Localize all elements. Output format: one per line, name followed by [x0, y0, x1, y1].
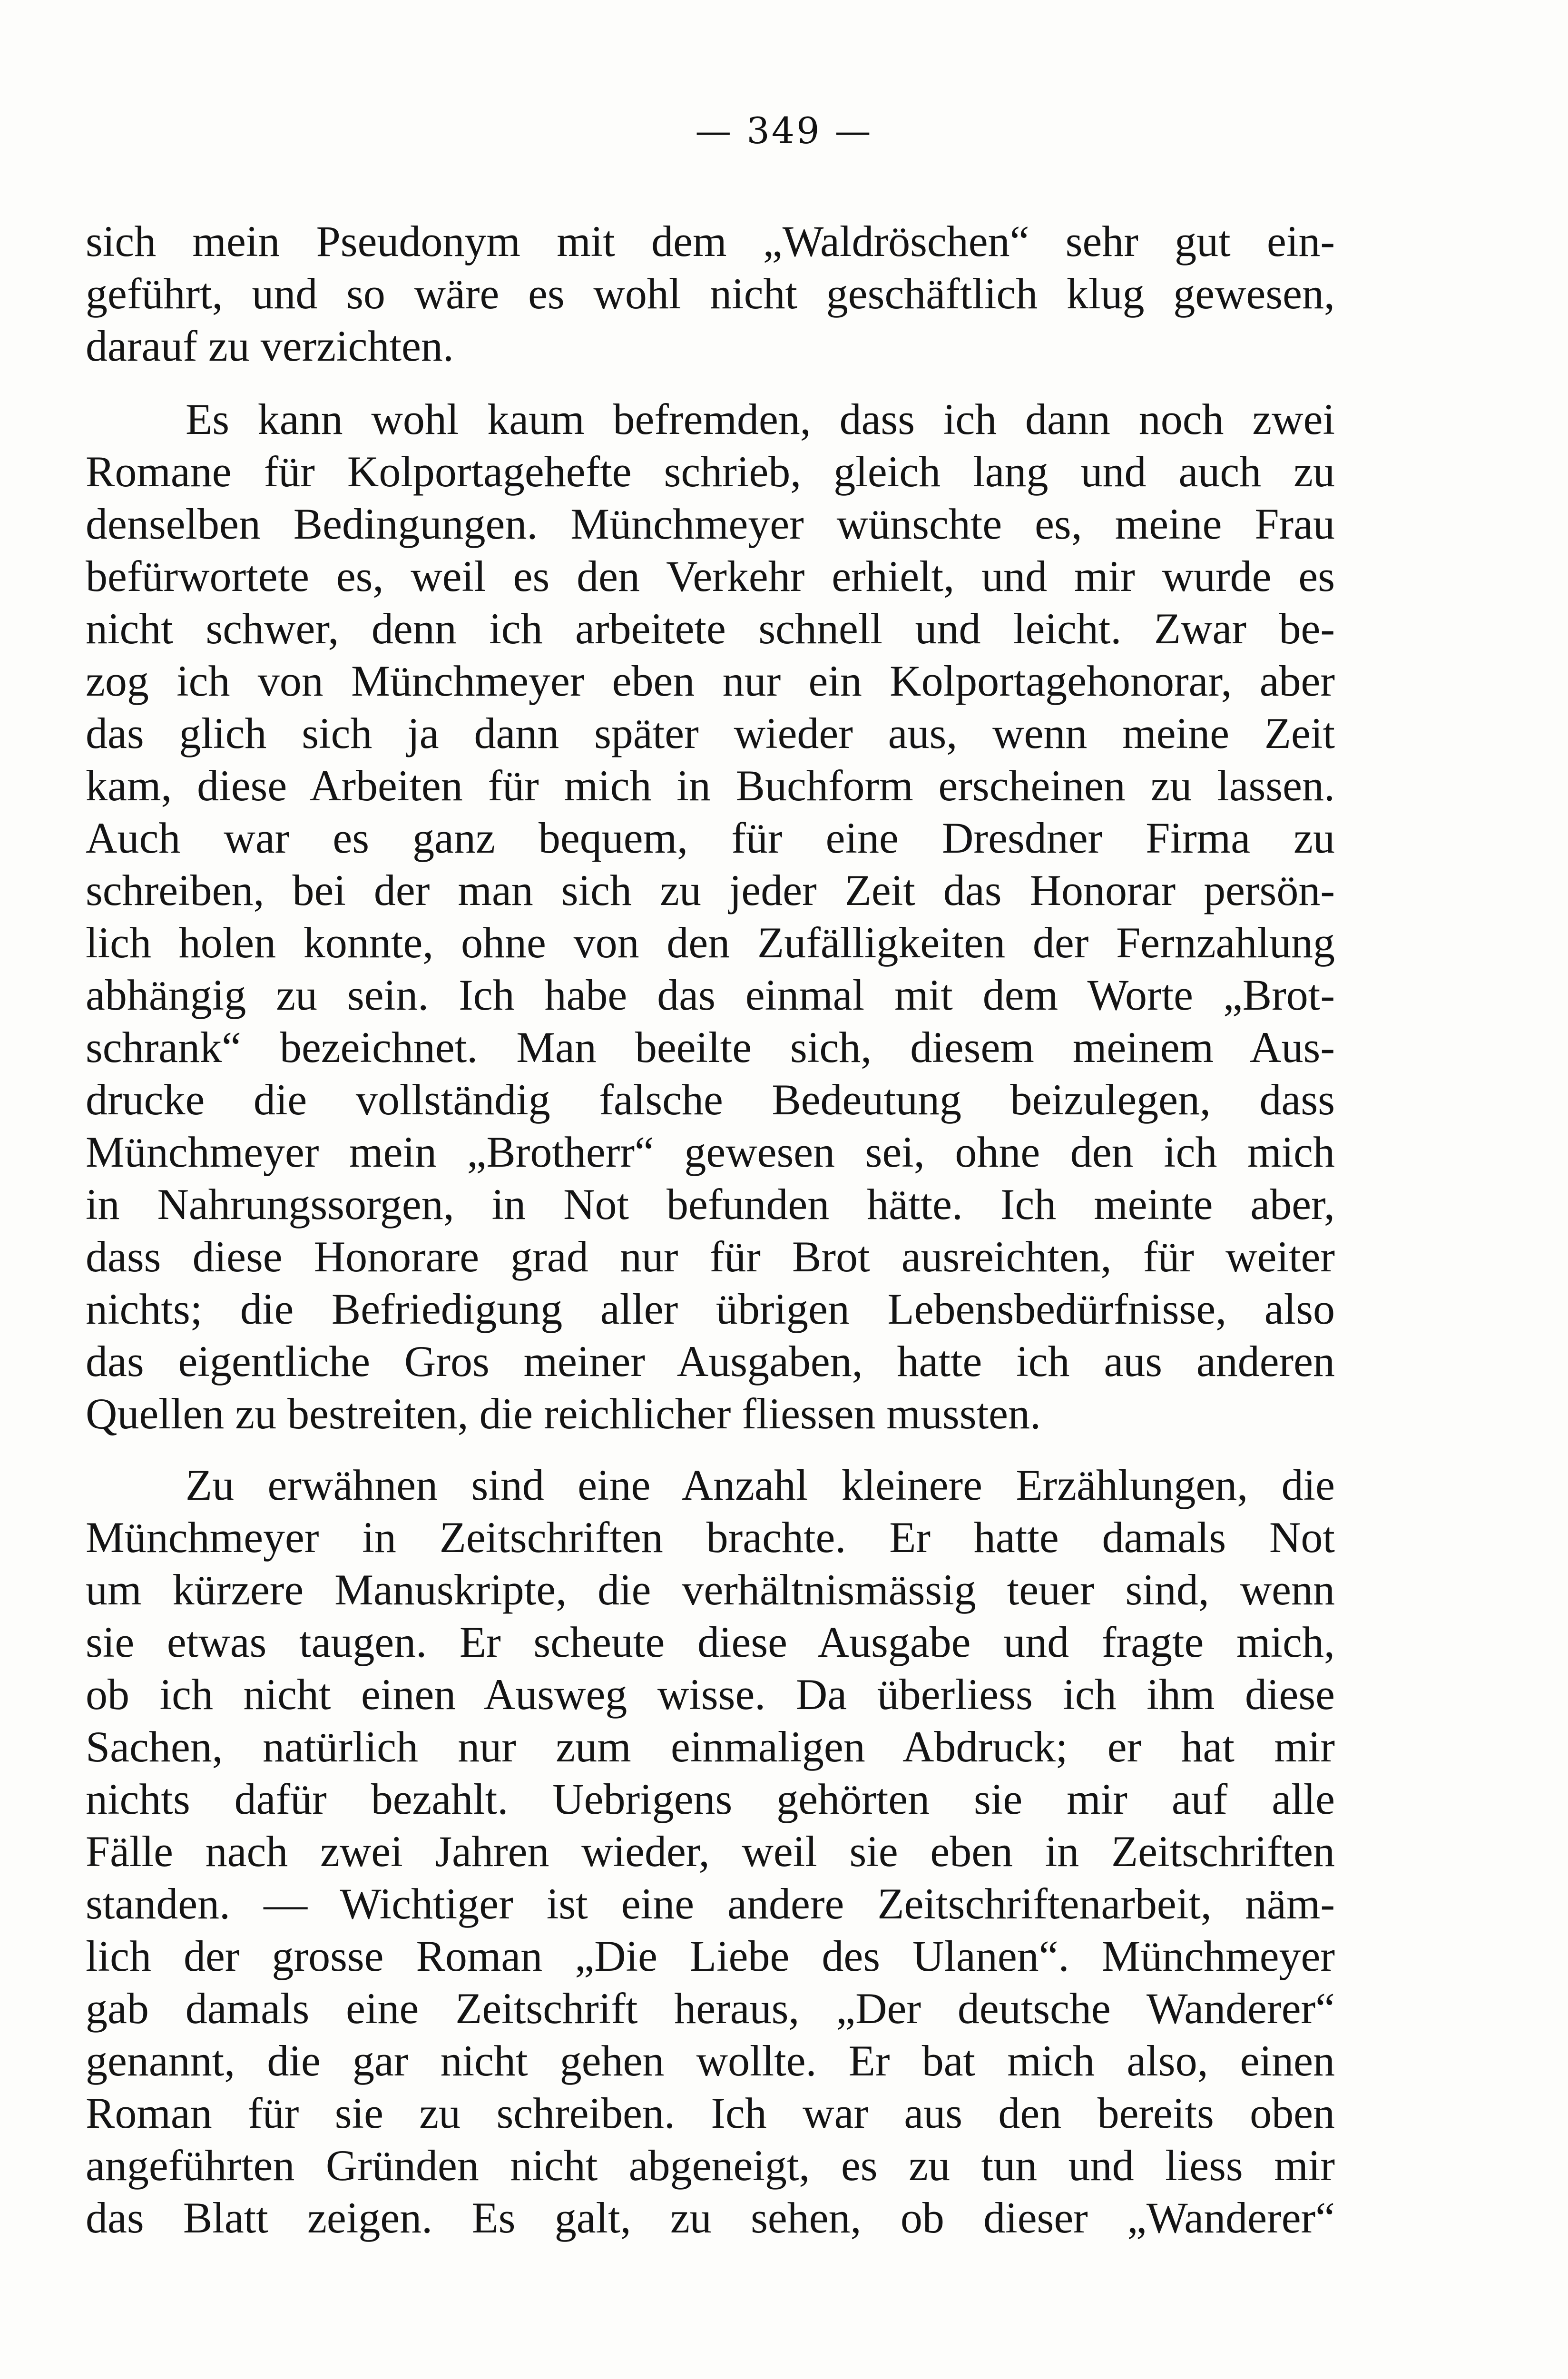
text-line: dass diese Honorare grad nur für Brot ausreichten, für weiter — [86, 1232, 1335, 1281]
paragraph-3 — [86, 1459, 1335, 2244]
paragraph-1 — [86, 215, 1335, 372]
text-line: ob ich nicht einen Ausweg wisse. Da überliess ich ihm diese — [86, 1670, 1335, 1719]
text-line: zog ich von Münchmeyer eben nur ein Kolportagehonorar, aber — [86, 657, 1335, 705]
paragraph-2 — [86, 393, 1335, 1440]
text-line: nichts; die Befriedigung aller übrigen Lebensbedürfnisse, also — [86, 1285, 1335, 1333]
text-line: nichts dafür bezahlt. Uebrigens gehörten sie mir auf alle — [86, 1775, 1335, 1823]
text-line: Sachen, natürlich nur zum einmaligen Abdruck; er hat mir — [86, 1722, 1335, 1771]
text-line: kam, diese Arbeiten für mich in Buchform erscheinen zu lassen. — [86, 761, 1335, 810]
text-line: abhängig zu sein. Ich habe das einmal mit dem Worte „Brot- — [86, 971, 1335, 1019]
text-line: geführt, und so wäre es wohl nicht geschäftlich klug gewesen, — [86, 269, 1335, 318]
text-line: Zu erwähnen sind eine Anzahl kleinere Erzählungen, die — [186, 1461, 1335, 1509]
text-line: Münchmeyer in Zeitschriften brachte. Er hatte damals Not — [86, 1513, 1335, 1562]
text-line: darauf zu verzichten. — [86, 322, 454, 370]
text-line: standen. — Wichtiger ist eine andere Zeitschriftenarbeit, näm- — [86, 1879, 1335, 1928]
text-line: Quellen zu bestreiten, die reichlicher fliessen mussten. — [86, 1389, 1041, 1438]
text-line: Fälle nach zwei Jahren wieder, weil sie eben in Zeitschriften — [86, 1827, 1335, 1876]
text-line: lich der grosse Roman „Die Liebe des Ulanen“. Münchmeyer — [86, 1932, 1335, 1980]
text-line: Roman für sie zu schreiben. Ich war aus den bereits oben — [86, 2089, 1335, 2137]
text-line: das glich sich ja dann später wieder aus, wenn meine Zeit — [86, 709, 1335, 757]
text-line: das Blatt zeigen. Es galt, zu sehen, ob dieser „Wanderer“ — [86, 2193, 1335, 2242]
text-line: um kürzere Manuskripte, die verhältnismässig teuer sind, wenn — [86, 1565, 1335, 1614]
text-line: Es kann wohl kaum befremden, dass ich dann noch zwei — [186, 395, 1335, 443]
text-line: befürwortete es, weil es den Verkehr erhielt, und mir wurde es — [86, 552, 1335, 600]
text-line: Münchmeyer mein „Brotherr“ gewesen sei, ohne den ich mich — [86, 1128, 1335, 1176]
text-line: genannt, die gar nicht gehen wollte. Er bat mich also, einen — [86, 2036, 1335, 2085]
page-number: — 349 — — [695, 109, 873, 152]
text-line: nicht schwer, denn ich arbeitete schnell und leicht. Zwar be- — [86, 604, 1335, 653]
text-line: sie etwas taugen. Er scheute diese Ausgabe und fragte mich, — [86, 1618, 1335, 1666]
text-line: drucke die vollständig falsche Bedeutung beizulegen, dass — [86, 1075, 1335, 1124]
text-line: denselben Bedingungen. Münchmeyer wünschte es, meine Frau — [86, 500, 1335, 548]
text-line: lich holen konnte, ohne von den Zufälligkeiten der Fernzahlung — [86, 918, 1335, 967]
text-line: schreiben, bei der man sich zu jeder Zeit das Honorar persön- — [86, 866, 1335, 914]
text-line: angeführten Gründen nicht abgeneigt, es zu tun und liess mir — [86, 2141, 1335, 2190]
text-line: sich mein Pseudonym mit dem „Waldröschen“ sehr gut ein- — [86, 217, 1335, 265]
text-line: gab damals eine Zeitschrift heraus, „Der deutsche Wanderer“ — [86, 1984, 1335, 2033]
text-line: Auch war es ganz bequem, für eine Dresdner Firma zu — [86, 814, 1335, 862]
text-line: in Nahrungssorgen, in Not befunden hätte. Ich meinte aber, — [86, 1180, 1335, 1229]
text-line: schrank“ bezeichnet. Man beeilte sich, diesem meinem Aus- — [86, 1023, 1335, 1072]
text-line: Romane für Kolportagehefte schrieb, gleich lang und auch zu — [86, 447, 1335, 496]
text-line: das eigentliche Gros meiner Ausgaben, hatte ich aus anderen — [86, 1337, 1335, 1386]
